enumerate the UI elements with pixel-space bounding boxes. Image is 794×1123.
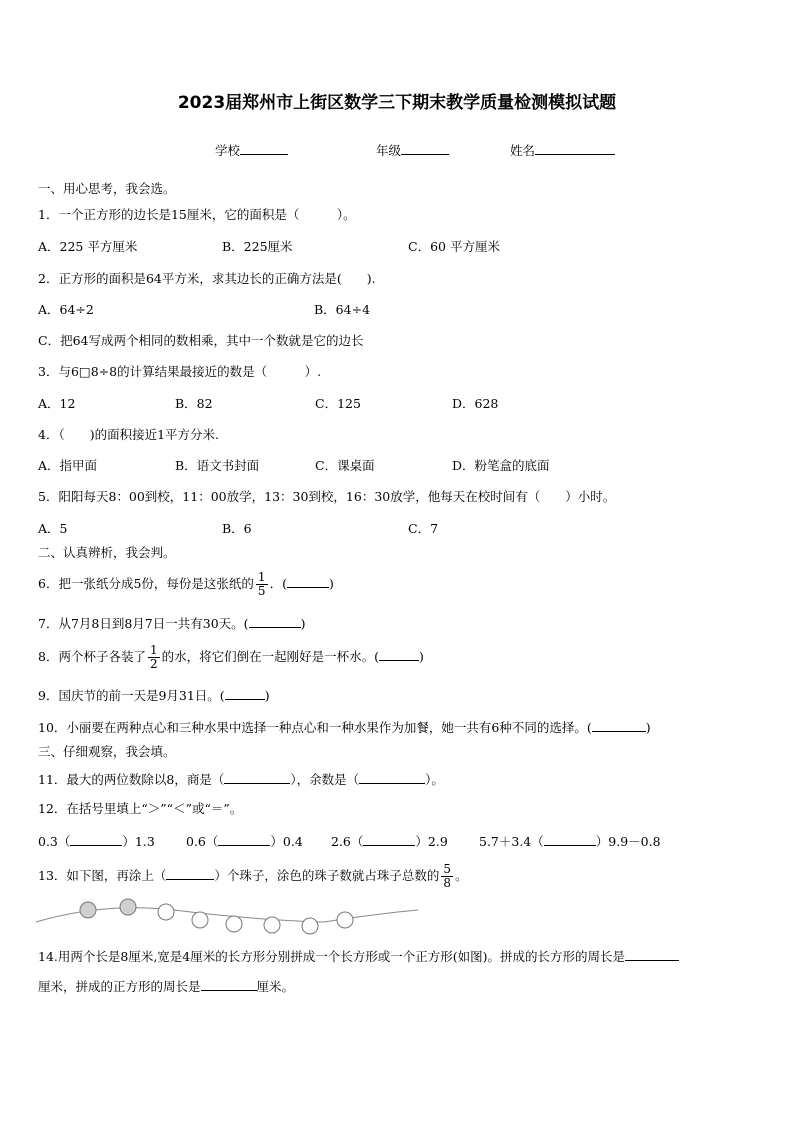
bead-empty-3[interactable] (226, 916, 242, 932)
q13-text-3: 。 (455, 868, 468, 883)
bead-empty-5[interactable] (302, 918, 318, 934)
q3-option-a[interactable]: A．12 (38, 396, 76, 411)
q12-item-3 (331, 832, 448, 850)
question-4: 4．（ )的面积接近1平方分米. (38, 427, 220, 442)
q12-item-3-blank[interactable] (363, 832, 415, 846)
q12-item-4-blank[interactable] (544, 832, 596, 846)
q8-fraction (148, 644, 160, 671)
q13-fraction (441, 863, 453, 890)
question-14-line-2 (38, 977, 294, 995)
q6-fraction-numerator: 1 (257, 570, 266, 584)
question-12: 12．在括号里填上“＞”“＜”或“＝”。 (38, 801, 243, 816)
section-3-heading: 三、仔细观察，我会填。 (38, 744, 176, 759)
q6-text: 6．把一张纸分成5份，每份是这张纸的 (38, 576, 254, 591)
grade-blank[interactable] (401, 141, 449, 155)
q14-text-2: 厘米，拼成的正方形的周长是 (38, 979, 201, 994)
q11-text: 11．最大的两位数除以8，商是（ (38, 772, 225, 787)
q2-option-c[interactable]: C．把64写成两个相同的数相乘，其中一个数就是它的边长 (38, 333, 364, 348)
q9-answer-blank[interactable] (225, 686, 265, 700)
bead-empty-6[interactable] (337, 912, 353, 928)
q2-option-a[interactable]: A．64÷2 (38, 302, 94, 317)
q6-open-paren: ．( (269, 576, 287, 591)
question-13 (38, 860, 468, 892)
q13-fraction-denominator: 8 (443, 876, 452, 890)
q12-item-1-blank[interactable] (70, 832, 122, 846)
q6-fraction (256, 571, 268, 598)
section-1-heading: 一、用心思考，我会选。 (38, 181, 176, 196)
page-title: 2023届郑州市上街区数学三下期末教学质量检测模拟试题 (177, 93, 617, 113)
bead-empty-1[interactable] (158, 904, 174, 920)
q8-text-2: 的水，将它们倒在一起刚好是一杯水。( (161, 649, 379, 664)
bead-empty-4[interactable] (264, 917, 280, 933)
name-blank[interactable] (535, 141, 615, 155)
question-1: 1．一个正方形的边长是15厘米，它的面积是（ ）。 (38, 207, 356, 222)
question-10 (38, 718, 651, 736)
question-14-line-1 (38, 947, 679, 965)
bead-string-figure (34, 892, 426, 936)
q4-option-c[interactable]: C．课桌面 (315, 458, 375, 473)
q6-close-paren: ) (328, 576, 334, 591)
q12-item-4-right: ）9.9－0.8 (595, 834, 661, 849)
q12-item-2 (186, 832, 303, 850)
q3-option-b[interactable]: B．82 (175, 396, 213, 411)
section-2-heading: 二、认真辨析，我会判。 (38, 545, 176, 560)
q8-text: 8．两个杯子各装了 (38, 649, 146, 664)
grade-field (376, 141, 449, 159)
q12-item-1-left: 0.3（ (38, 834, 71, 849)
q3-option-d[interactable]: D．628 (452, 396, 499, 411)
q12-item-3-left: 2.6（ (331, 834, 364, 849)
q1-option-b[interactable]: B．225厘米 (222, 239, 293, 254)
q13-fraction-numerator: 5 (443, 862, 452, 876)
school-label: 学校 (215, 143, 241, 158)
q8-fraction-numerator: 1 (149, 643, 158, 657)
q12-item-1-right: ）1.3 (122, 834, 155, 849)
q10-text: 10．小丽要在两种点心和三种水果中选择一种点心和一种水果作为加餐，她一共有6种不同的选择。( (38, 720, 592, 735)
grade-label: 年级 (376, 143, 402, 158)
q11-quotient-blank[interactable] (224, 770, 290, 784)
name-label: 姓名 (510, 143, 536, 158)
q4-option-b[interactable]: B．语文书封面 (175, 458, 260, 473)
q7-answer-blank[interactable] (249, 614, 301, 628)
q7-text: 7．从7月8日到8月7日一共有30天。( (38, 616, 249, 631)
q13-text: 13．如下图，再涂上（ (38, 868, 167, 883)
q12-item-3-right: ）2.9 (415, 834, 448, 849)
q7-close-paren: ) (300, 616, 306, 631)
question-5: 5．阳阳每天8：00到校，11：00放学，13：30到校，16：30放学，他每天在校时间有（ ）小时。 (38, 489, 616, 504)
q4-option-a[interactable]: A．指甲面 (38, 458, 98, 473)
q8-close-paren: ) (419, 649, 424, 664)
school-field (215, 141, 288, 159)
q14-text: 14.用两个长是8厘米,宽是4厘米的长方形分别拼成一个长方形或一个正方形(如图)。拼成的长方形的周长是 (38, 949, 626, 964)
question-11 (38, 770, 444, 788)
q14-square-perimeter-blank[interactable] (201, 977, 257, 991)
bead-filled-2 (120, 899, 136, 915)
q10-answer-blank[interactable] (592, 718, 646, 732)
q13-answer-blank[interactable] (166, 866, 214, 880)
q1-option-c[interactable]: C．60 平方厘米 (408, 239, 500, 254)
q8-fraction-denominator: 2 (149, 657, 158, 671)
q11-remainder-blank[interactable] (359, 770, 425, 784)
q10-close-paren: ) (645, 720, 651, 735)
q5-option-c[interactable]: C．7 (408, 521, 439, 536)
q9-close-paren: ) (264, 688, 270, 703)
q12-item-2-blank[interactable] (218, 832, 270, 846)
q11-text-2: ），余数是（ (290, 772, 360, 787)
q12-item-4-left: 5.7＋3.4（ (479, 834, 544, 849)
q5-option-a[interactable]: A．5 (38, 521, 68, 536)
q12-item-2-right: ）0.4 (270, 834, 303, 849)
q6-fraction-denominator: 5 (257, 584, 266, 598)
q9-text: 9．国庆节的前一天是9月31日。( (38, 688, 225, 703)
question-7 (38, 614, 305, 632)
bead-empty-2[interactable] (192, 912, 208, 928)
q12-item-2-left: 0.6（ (186, 834, 219, 849)
q6-answer-blank[interactable] (287, 574, 329, 588)
q14-rectangle-perimeter-blank[interactable] (625, 947, 679, 961)
question-9 (38, 686, 270, 704)
q14-text-3: 厘米。 (256, 979, 295, 994)
question-2: 2．正方形的面积是64平方米，求其边长的正确方法是( ). (38, 271, 376, 286)
q12-item-4 (479, 832, 661, 850)
q2-option-b[interactable]: B．64÷4 (314, 302, 371, 317)
q1-option-a[interactable]: A．225 平方厘米 (38, 239, 138, 254)
q8-answer-blank[interactable] (379, 647, 419, 661)
q3-option-c[interactable]: C．125 (315, 396, 361, 411)
q5-option-b[interactable]: B．6 (222, 521, 252, 536)
question-8 (38, 642, 424, 672)
q12-item-1 (38, 832, 155, 850)
bead-filled-1 (80, 902, 96, 918)
school-blank[interactable] (240, 141, 288, 155)
q13-text-2: ）个珠子，涂色的珠子数就占珠子总数的 (214, 868, 440, 883)
name-field (510, 141, 615, 159)
q4-option-d[interactable]: D．粉笔盒的底面 (452, 458, 550, 473)
question-3: 3．与6□8÷8的计算结果最接近的数是（ ）. (38, 364, 322, 379)
question-6 (38, 569, 334, 599)
q11-text-3: ）。 (425, 772, 444, 787)
